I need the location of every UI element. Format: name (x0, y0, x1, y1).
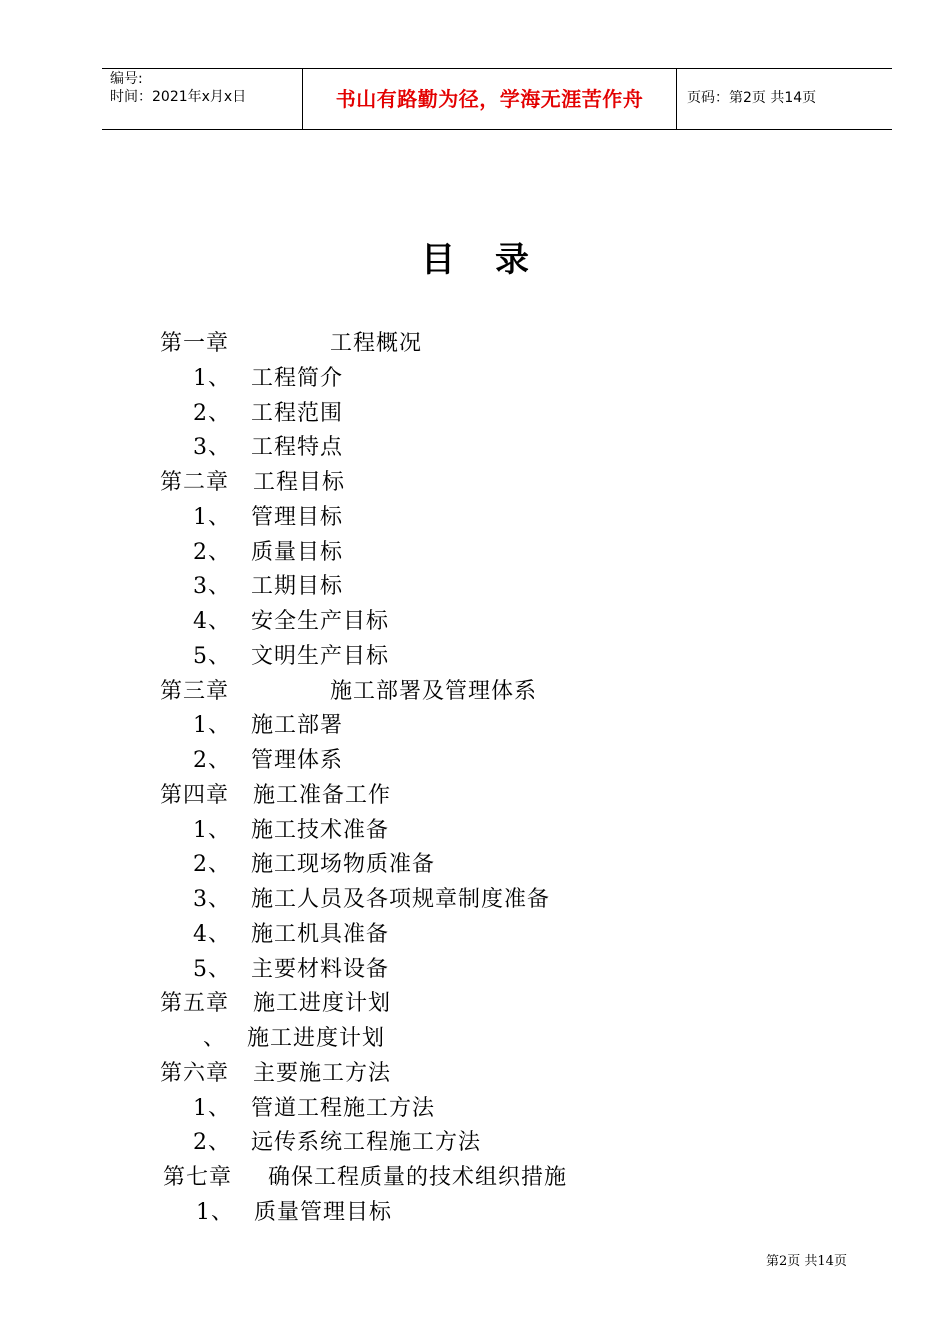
toc-item-number: 1、 (193, 818, 231, 843)
toc-item-number: 3、 (193, 435, 231, 460)
toc-item-title: 管理目标 (251, 505, 344, 530)
page-title: 目录 (421, 240, 569, 280)
toc-item-title: 施工人员及各项规章制度准备 (251, 887, 551, 912)
toc-item (0, 607, 950, 637)
toc-item (0, 1094, 950, 1124)
toc-item-number: 1、 (193, 366, 231, 391)
page-footer: 第2页 共14页 (766, 1254, 847, 1269)
toc-item-title: 质量管理目标 (254, 1200, 393, 1225)
toc-item-number: 1、 (196, 1200, 234, 1225)
toc-item-number: 2、 (193, 540, 231, 565)
toc-item-title: 文明生产目标 (251, 644, 390, 669)
toc-item-title: 管理体系 (251, 748, 344, 773)
toc-chapter (0, 329, 950, 359)
toc-chapter-title: 施工准备工作 (253, 783, 392, 808)
toc-chapter-title: 确保工程质量的技术组织措施 (268, 1165, 568, 1190)
toc-item (0, 746, 950, 776)
toc-item-title: 施工部署 (251, 713, 344, 738)
toc-item-number: 2、 (193, 748, 231, 773)
toc-chapter-number: 第七章 (163, 1165, 233, 1190)
toc-item-number: 5、 (193, 644, 231, 669)
toc-item (0, 885, 950, 915)
toc-item-number: 4、 (193, 922, 231, 947)
toc-item-number: 1、 (193, 1096, 231, 1121)
header-motto: 书山有路勤为径，学海无涯苦作舟 (335, 87, 644, 111)
toc-item-title: 安全生产目标 (251, 609, 390, 634)
toc-item-number: 1、 (193, 505, 231, 530)
toc-item (0, 433, 950, 463)
toc-chapter-number: 第二章 (160, 470, 230, 495)
toc-item-title: 主要材料设备 (251, 957, 390, 982)
toc-item-title: 施工进度计划 (247, 1026, 386, 1051)
toc-chapter (0, 989, 950, 1019)
toc-item (0, 1024, 950, 1054)
toc-item-title: 施工现场物质准备 (251, 852, 436, 877)
toc-item (0, 850, 950, 880)
toc-chapter-title: 施工进度计划 (253, 991, 392, 1016)
toc-item-title: 工程范围 (251, 401, 344, 426)
toc-item (0, 816, 950, 846)
code-label: 编号: (110, 71, 143, 87)
toc-item-number: 2、 (193, 401, 231, 426)
toc-item-number: 2、 (193, 852, 231, 877)
toc-chapter-title: 施工部署及管理体系 (330, 679, 538, 704)
header-page-info: 页码：第2页 共14页 (687, 90, 817, 106)
toc-chapter (0, 1059, 950, 1089)
toc-item-title: 施工机具准备 (251, 922, 390, 947)
toc-item-title: 施工技术准备 (251, 818, 390, 843)
toc-item-title: 管道工程施工方法 (251, 1096, 436, 1121)
toc-item-title: 质量目标 (251, 540, 344, 565)
toc-chapter-title: 工程目标 (253, 470, 346, 495)
toc-chapter (0, 468, 950, 498)
toc-item (0, 1198, 950, 1228)
toc-chapter-title: 主要施工方法 (253, 1061, 392, 1086)
toc-item (0, 503, 950, 533)
toc-chapter-number: 第四章 (160, 783, 230, 808)
toc-chapter-title: 工程概况 (330, 331, 423, 356)
toc-item (0, 399, 950, 429)
toc-item-number: 2、 (193, 1130, 231, 1155)
toc-item (0, 920, 950, 950)
toc-item-title: 工程特点 (251, 435, 344, 460)
toc-item (0, 572, 950, 602)
toc-chapter (0, 1163, 950, 1193)
toc-item-number: 、 (203, 1026, 227, 1051)
toc-item-title: 远传系统工程施工方法 (251, 1130, 482, 1155)
toc-chapter-number: 第五章 (160, 991, 230, 1016)
toc-item-number: 5、 (193, 957, 231, 982)
toc-item (0, 642, 950, 672)
toc-item-title: 工程简介 (251, 366, 344, 391)
time-label: 时间：2021年x月x日 (110, 89, 247, 105)
toc-item-number: 1、 (193, 713, 231, 738)
toc-chapter (0, 677, 950, 707)
toc-item (0, 1128, 950, 1158)
toc-item (0, 955, 950, 985)
toc-item-number: 3、 (193, 887, 231, 912)
toc-item (0, 364, 950, 394)
toc-chapter-number: 第一章 (160, 331, 230, 356)
toc-item-number: 3、 (193, 574, 231, 599)
toc-item-title: 工期目标 (251, 574, 344, 599)
toc-chapter-number: 第六章 (160, 1061, 230, 1086)
toc-item (0, 711, 950, 741)
toc-chapter (0, 781, 950, 811)
toc-item-number: 4、 (193, 609, 231, 634)
toc-item (0, 538, 950, 568)
toc-chapter-number: 第三章 (160, 679, 230, 704)
